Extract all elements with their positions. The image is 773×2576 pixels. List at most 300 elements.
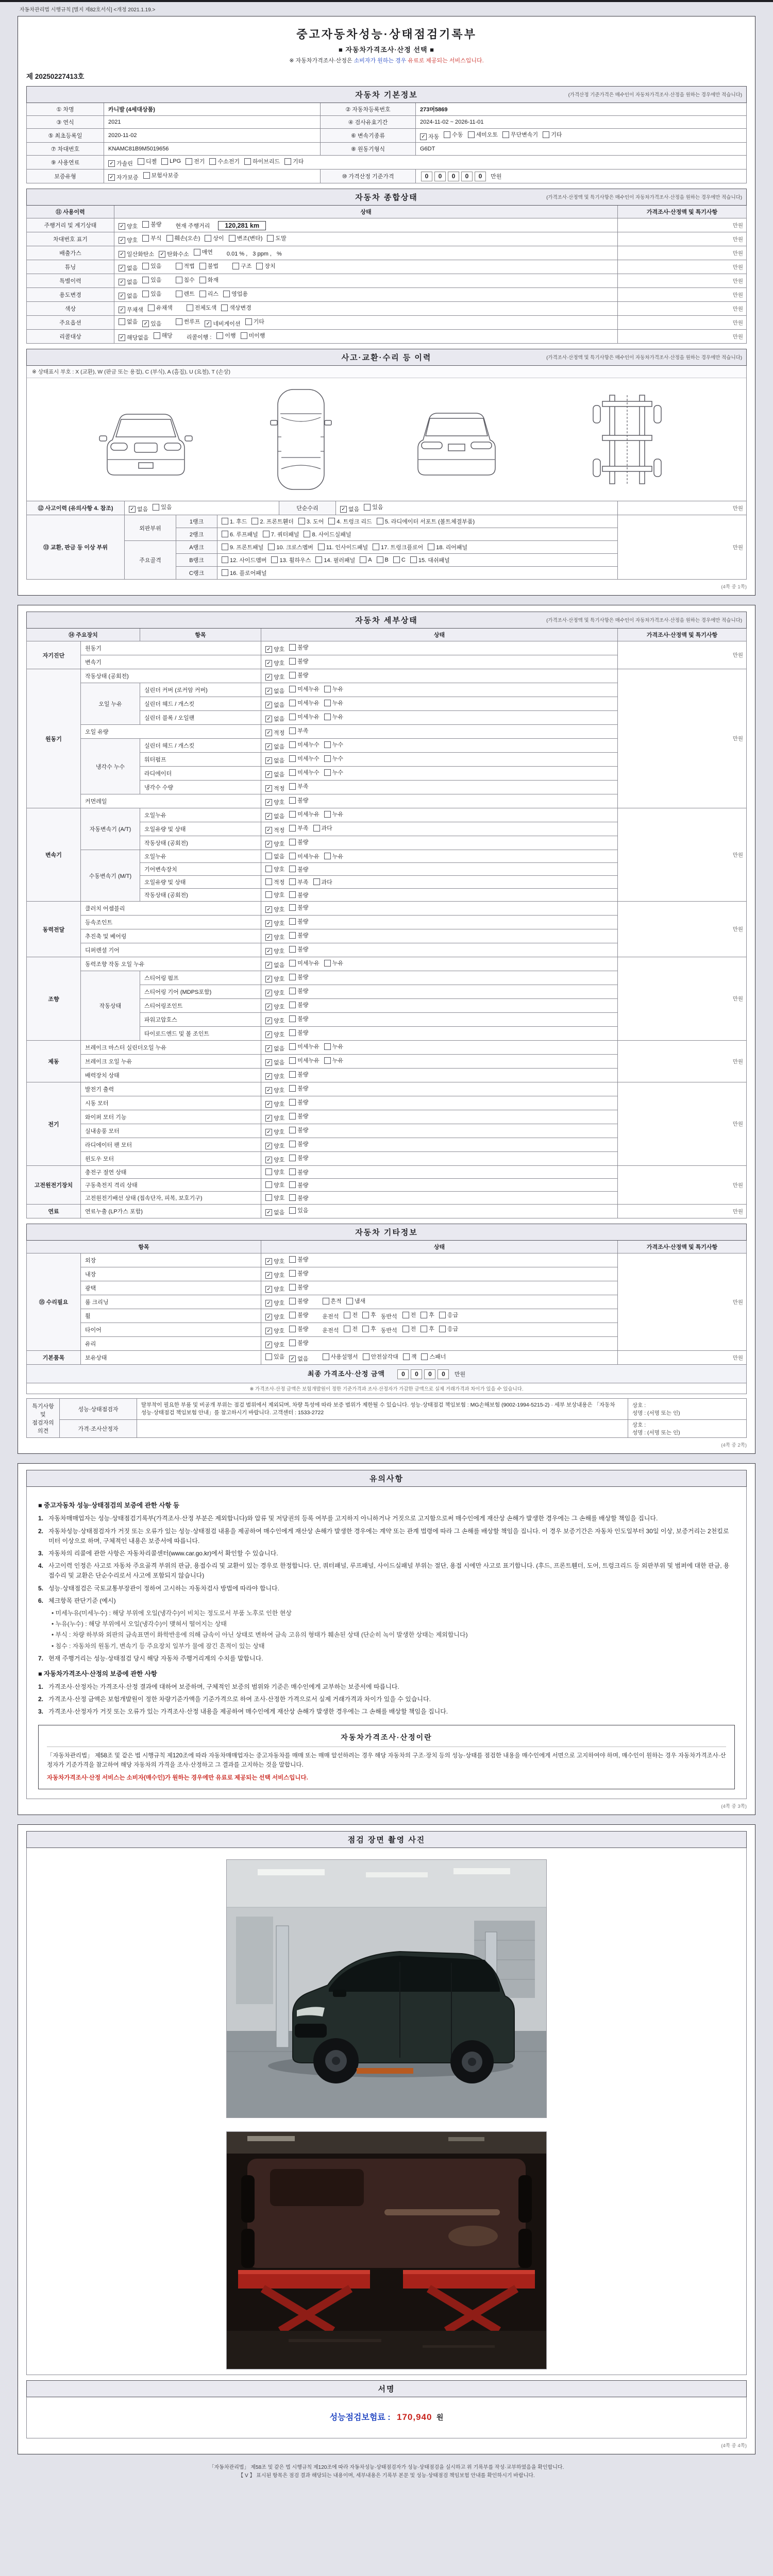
checkbox-checked[interactable] — [119, 236, 138, 244]
checkbox-checked[interactable] — [265, 770, 284, 778]
checkbox-unchecked[interactable] — [313, 878, 332, 886]
checkbox-unchecked[interactable] — [256, 262, 275, 270]
checkbox-checked[interactable] — [265, 1114, 284, 1122]
checkbox-unchecked[interactable] — [194, 248, 213, 256]
engine-type-label: ⑧ 원동기형식 — [321, 143, 416, 156]
note-highlight-blue: 소비자가 원하는 경우 — [354, 58, 407, 64]
checkbox-checked[interactable] — [265, 1271, 284, 1279]
checkbox-checked[interactable] — [265, 1299, 284, 1307]
opinion-appraiser-text — [137, 1420, 628, 1438]
checkbox-unchecked[interactable] — [245, 317, 264, 326]
checkbox-checked[interactable] — [265, 673, 284, 681]
checkbox-unchecked[interactable] — [153, 503, 172, 511]
checkbox-unchecked[interactable] — [289, 1126, 308, 1134]
checkbox-unchecked[interactable] — [289, 1269, 308, 1277]
checkbox-checked[interactable] — [119, 250, 154, 258]
checkbox-unchecked[interactable] — [154, 331, 173, 340]
checkbox-unchecked[interactable] — [289, 1140, 308, 1148]
checkbox-checked[interactable] — [265, 756, 284, 765]
document-number — [26, 71, 747, 81]
checkbox-unchecked[interactable] — [199, 276, 219, 284]
checkbox-unchecked[interactable] — [289, 1181, 308, 1189]
checkbox-label: 양호 — [274, 1300, 285, 1307]
detail-item-state — [261, 943, 618, 957]
checkbox-checked[interactable] — [265, 961, 284, 969]
checkbox-unchecked[interactable] — [222, 530, 258, 538]
checkbox-unchecked[interactable] — [289, 1028, 308, 1037]
detail-row — [27, 957, 747, 971]
checkbox-unchecked[interactable] — [289, 657, 308, 665]
checkbox-unchecked[interactable] — [289, 1338, 308, 1347]
checkbox-unchecked[interactable] — [176, 262, 195, 270]
checkbox-unchecked[interactable] — [439, 1325, 458, 1333]
checkbox-checked[interactable] — [265, 812, 284, 820]
checkbox-box: ✓ — [129, 506, 136, 513]
checkbox-unchecked[interactable] — [289, 1206, 308, 1214]
checkbox-checked[interactable] — [265, 1341, 284, 1349]
checkbox-unchecked[interactable] — [403, 1352, 417, 1361]
checkbox-unchecked[interactable] — [289, 959, 320, 967]
checkbox-checked[interactable] — [119, 306, 143, 314]
checkbox-label: 양호 — [274, 1129, 285, 1136]
checkbox-box: ✓ — [265, 702, 272, 708]
checkbox-label: 없음 — [127, 279, 138, 285]
checkbox-unchecked[interactable] — [244, 157, 280, 165]
checkbox-unchecked[interactable] — [142, 262, 161, 270]
checkbox-unchecked[interactable] — [402, 1311, 416, 1319]
checkbox-checked[interactable] — [289, 1354, 308, 1363]
checkbox-unchecked[interactable] — [289, 1112, 308, 1120]
checkbox-checked[interactable] — [108, 159, 133, 167]
comp-row — [27, 316, 747, 330]
checkbox-unchecked[interactable] — [161, 158, 181, 165]
checkbox-box: ✓ — [265, 934, 272, 941]
checkbox-unchecked[interactable] — [364, 503, 383, 511]
checkbox-unchecked[interactable] — [346, 1297, 365, 1305]
checkbox-unchecked[interactable] — [216, 331, 236, 340]
checkbox-checked[interactable] — [159, 250, 189, 258]
inline-text: 3 ppm , — [253, 250, 272, 257]
checkbox-unchecked[interactable] — [176, 276, 195, 284]
checkbox-unchecked[interactable] — [324, 1056, 343, 1064]
checkbox-checked[interactable] — [265, 919, 284, 927]
notice-item — [38, 1694, 735, 1704]
checkbox-label: 불량 — [297, 933, 309, 939]
detail-item-state — [261, 1166, 618, 1179]
checkbox-unchecked[interactable] — [289, 1070, 308, 1078]
checkbox-checked[interactable] — [265, 1156, 284, 1164]
checkbox-checked[interactable] — [205, 319, 240, 328]
checkbox-unchecked[interactable] — [428, 543, 467, 551]
checkbox-unchecked[interactable] — [313, 824, 332, 832]
checkbox-unchecked[interactable] — [410, 556, 450, 564]
detail-item-state — [261, 1138, 618, 1152]
checkbox-unchecked[interactable] — [223, 290, 248, 298]
checkbox-box — [502, 131, 509, 138]
checkbox-checked[interactable] — [265, 784, 284, 792]
checkbox-box: ✓ — [265, 1031, 272, 1038]
checkbox-checked[interactable] — [420, 132, 439, 141]
checkbox-checked[interactable] — [142, 319, 161, 328]
checkbox-unchecked[interactable] — [289, 824, 308, 832]
checkbox-unchecked[interactable] — [289, 1154, 308, 1162]
checkbox-checked[interactable] — [119, 264, 138, 272]
checkbox-unchecked[interactable] — [176, 290, 195, 298]
checkbox-unchecked[interactable] — [362, 1311, 376, 1319]
checkbox-unchecked[interactable] — [344, 1325, 358, 1333]
checkbox-checked[interactable] — [265, 1257, 284, 1265]
detail-item-state — [261, 1041, 618, 1055]
checkbox-checked[interactable] — [265, 1044, 284, 1053]
checkbox-unchecked[interactable] — [265, 852, 284, 860]
checkbox-unchecked[interactable] — [289, 865, 308, 873]
checkbox-unchecked[interactable] — [289, 945, 308, 953]
checkbox-unchecked[interactable] — [344, 1311, 358, 1319]
checkbox-unchecked[interactable] — [373, 543, 423, 551]
checkbox-checked[interactable] — [265, 947, 284, 955]
checkbox-unchecked[interactable] — [323, 1297, 342, 1305]
checkbox-unchecked[interactable] — [289, 891, 308, 899]
checkbox-unchecked[interactable] — [142, 220, 161, 228]
checkbox-unchecked[interactable] — [421, 1352, 446, 1361]
checkbox-box: ✓ — [119, 293, 125, 299]
checkbox-checked[interactable] — [265, 1327, 284, 1335]
final-price-digits — [396, 1369, 450, 1378]
checkbox-unchecked[interactable] — [251, 517, 293, 526]
checkbox-unchecked[interactable] — [205, 234, 224, 242]
checkbox-unchecked[interactable] — [324, 768, 343, 776]
checkbox-box — [360, 556, 366, 563]
fuel-label: ⑨ 사용연료 — [27, 156, 104, 170]
etc-item-label: 룸 크리닝 — [81, 1295, 261, 1309]
checkbox-unchecked[interactable] — [176, 317, 200, 326]
checkbox-label: 있음 — [274, 1354, 285, 1360]
checkbox-box — [289, 866, 296, 872]
checkbox-label: 없음 — [274, 758, 285, 764]
checkbox-unchecked[interactable] — [289, 852, 320, 860]
checkbox-label: 후 — [429, 1312, 434, 1318]
checkbox-unchecked[interactable] — [265, 891, 284, 899]
checkbox-box — [289, 932, 296, 939]
checkbox-label: 없음 — [137, 506, 148, 513]
notice-item — [38, 1549, 735, 1558]
checkbox-checked[interactable] — [119, 278, 138, 286]
checkbox-unchecked[interactable] — [284, 157, 304, 165]
checkbox-label: 불량 — [297, 839, 309, 845]
checkbox-unchecked[interactable] — [289, 1001, 308, 1009]
inline-text: 동반석 — [380, 1327, 397, 1334]
checkbox-unchecked[interactable] — [241, 331, 265, 340]
checkbox-box — [161, 158, 168, 165]
checkbox-unchecked[interactable] — [377, 517, 475, 526]
checkbox-box: ✓ — [265, 976, 272, 982]
checkbox-label: 누유 — [332, 853, 344, 860]
checkbox-unchecked[interactable] — [186, 157, 205, 165]
checkbox-checked[interactable] — [265, 905, 284, 913]
checkbox-unchecked[interactable] — [502, 130, 538, 139]
checkbox-unchecked[interactable] — [323, 1352, 358, 1361]
checkbox-checked[interactable] — [265, 1016, 284, 1025]
checkbox-unchecked[interactable] — [221, 303, 251, 312]
checkbox-unchecked[interactable] — [289, 1194, 308, 1202]
checkbox-unchecked[interactable] — [324, 754, 343, 762]
checkbox-checked[interactable] — [265, 1100, 284, 1108]
checkbox-unchecked[interactable] — [289, 740, 320, 749]
checkbox-unchecked[interactable] — [324, 852, 343, 860]
page-mark: (4쪽 중 3쪽) — [721, 1804, 747, 1809]
detail-sub-label: 냉각수 누수 — [81, 739, 140, 794]
checkbox-unchecked[interactable] — [222, 569, 266, 577]
checkbox-unchecked[interactable] — [298, 517, 324, 526]
checkbox-checked[interactable] — [265, 840, 284, 848]
definition-box-text: 「자동차관리법」 제58조 및 같은 법 시행규칙 제120조에 따라 자동차매매업자는 중고자동차를 매매 또는 매매 알선하려는 경우 해당 자동차의 구조·장치 등의 성능·상태를 점검한 내용을 매수인에게 서면으로 고지하여야 하며, 매수인이 원하는 경우 자동차가격조사·산정자가 기준가격을 참고하여 해당 자동차의 가격을 조사·산정하고 그 결과를 고지하는 것을 말합니다. — [47, 1752, 726, 1769]
checkbox-checked[interactable] — [265, 1208, 284, 1216]
checkbox-label: 불량 — [297, 1155, 309, 1161]
checkbox-unchecked[interactable] — [289, 1084, 308, 1092]
checkbox-unchecked[interactable] — [289, 1014, 308, 1023]
checkbox-unchecked[interactable] — [402, 1325, 416, 1333]
checkbox-checked[interactable] — [265, 1313, 284, 1321]
checkbox-unchecked[interactable] — [377, 556, 389, 563]
checkbox-unchecked[interactable] — [271, 556, 311, 564]
checkbox-label: 미이행 — [248, 333, 265, 339]
checkbox-unchecked[interactable] — [263, 530, 299, 538]
checkbox-box — [324, 1043, 331, 1050]
checkbox-unchecked[interactable] — [265, 1352, 284, 1361]
detail-item-state — [261, 1110, 618, 1124]
checkbox-unchecked[interactable] — [289, 1042, 320, 1050]
checkbox-unchecked[interactable] — [289, 1255, 308, 1263]
checkbox-box — [363, 1353, 369, 1360]
detail-item-label: 추진축 및 베어링 — [81, 929, 261, 943]
checkbox-box: ✓ — [108, 174, 115, 181]
checkbox-unchecked[interactable] — [289, 643, 308, 651]
checkbox-checked[interactable] — [108, 173, 139, 181]
checkbox-label: 있음 — [150, 321, 162, 327]
checkbox-unchecked[interactable] — [439, 1311, 458, 1319]
checkbox-unchecked[interactable] — [328, 517, 372, 526]
checkbox-unchecked[interactable] — [421, 1311, 434, 1319]
checkbox-unchecked[interactable] — [119, 317, 138, 326]
checkbox-unchecked[interactable] — [187, 303, 217, 312]
checkbox-unchecked[interactable] — [421, 1325, 434, 1333]
checkbox-box: ✓ — [265, 660, 272, 667]
checkbox-unchecked[interactable] — [318, 543, 368, 551]
checkbox-label: 없음 — [274, 772, 285, 778]
checkbox-checked[interactable] — [265, 933, 284, 941]
checkbox-checked[interactable] — [265, 1285, 284, 1293]
checkbox-unchecked[interactable] — [543, 130, 562, 139]
insurance-premium-value: 170,940 — [396, 2412, 432, 2422]
checkbox-unchecked[interactable] — [138, 157, 157, 165]
checkbox-unchecked[interactable] — [289, 1325, 308, 1333]
checkbox-unchecked[interactable] — [324, 959, 343, 967]
checkbox-label: 후 — [371, 1312, 376, 1318]
checkbox-unchecked[interactable] — [199, 262, 219, 270]
checkbox-unchecked[interactable] — [289, 987, 308, 995]
detail-item-state — [261, 1027, 618, 1041]
checkbox-unchecked[interactable] — [324, 699, 343, 707]
checkbox-box: ✓ — [265, 990, 272, 996]
accident-history-label: ⑫ 사고이력 (유의사항 4. 참조) — [27, 501, 125, 515]
checkbox-box — [289, 1015, 296, 1022]
checkbox-unchecked[interactable] — [289, 878, 308, 886]
checkbox-box — [268, 544, 275, 550]
checkbox-unchecked[interactable] — [289, 810, 320, 818]
checkbox-unchecked[interactable] — [222, 543, 263, 551]
checkbox-unchecked[interactable] — [232, 262, 251, 270]
checkbox-label: 있음 — [150, 291, 162, 297]
checkbox-unchecked[interactable] — [265, 865, 284, 873]
checkbox-unchecked[interactable] — [267, 234, 286, 242]
checkbox-unchecked[interactable] — [222, 517, 247, 526]
checkbox-unchecked[interactable] — [304, 530, 351, 538]
checkbox-unchecked[interactable] — [315, 556, 355, 564]
price-digit: 0 — [424, 1369, 435, 1379]
document-subtitle: ■ 자동차가격조사·산정 선택 ■ — [338, 46, 434, 54]
checkbox-unchecked[interactable] — [289, 903, 308, 911]
checkbox-checked[interactable] — [265, 659, 284, 667]
exchange-section-label: ⑬ 교환, 판금 등 이상 부위 — [27, 515, 125, 580]
detail-item-state — [261, 836, 618, 850]
checkbox-unchecked[interactable] — [209, 157, 240, 165]
checkbox-checked[interactable] — [265, 742, 284, 751]
checkbox-box — [313, 878, 320, 885]
checkbox-checked[interactable] — [265, 1030, 284, 1039]
checkbox-label: 미세누유 — [297, 686, 320, 692]
checkbox-label: 양호 — [274, 948, 285, 955]
checkbox-unchecked[interactable] — [289, 671, 308, 679]
checkbox-unchecked[interactable] — [229, 234, 263, 242]
checkbox-unchecked[interactable] — [363, 1352, 398, 1361]
checkbox-unchecked[interactable] — [289, 754, 320, 762]
checkbox-unchecked[interactable] — [324, 740, 343, 749]
checkbox-label: 없음 — [127, 319, 138, 325]
checkbox-unchecked[interactable] — [289, 1056, 320, 1064]
checkbox-box — [444, 131, 450, 138]
checkbox-checked[interactable] — [265, 701, 284, 709]
checkbox-unchecked[interactable] — [289, 973, 308, 981]
checkbox-box: ✓ — [265, 1143, 272, 1149]
checkbox-unchecked[interactable] — [148, 303, 173, 312]
checkbox-checked[interactable] — [129, 505, 148, 513]
checkbox-unchecked[interactable] — [289, 1168, 308, 1176]
opinion-appraiser-sign — [628, 1420, 747, 1438]
checkbox-label: 불량 — [297, 974, 309, 980]
checkbox-box — [265, 891, 272, 898]
detail-item-label: 파워고압호스 — [140, 1013, 261, 1027]
checkbox-unchecked[interactable] — [289, 713, 320, 721]
checkbox-unchecked[interactable] — [265, 878, 284, 886]
panel-rank-items — [217, 541, 618, 554]
checkbox-unchecked[interactable] — [289, 838, 308, 846]
checkbox-label: 누유 — [332, 1058, 344, 1064]
checkbox-checked[interactable] — [265, 645, 284, 653]
checkbox-unchecked[interactable] — [289, 768, 320, 776]
checkbox-unchecked[interactable] — [289, 699, 320, 707]
checkbox-checked[interactable] — [265, 975, 284, 983]
checkbox-checked[interactable] — [265, 728, 284, 737]
checkbox-label: 12. 사이드멤버 — [230, 557, 267, 564]
checkbox-unchecked[interactable] — [289, 685, 320, 693]
checkbox-checked[interactable] — [265, 989, 284, 997]
checkbox-unchecked[interactable] — [265, 1194, 284, 1202]
detail-item-label: 배력장치 상태 — [81, 1069, 261, 1082]
checkbox-checked[interactable] — [265, 1142, 284, 1150]
checkbox-label: 불량 — [297, 1016, 309, 1022]
page-mark: (4쪽 중 1쪽) — [721, 584, 747, 590]
checkbox-unchecked[interactable] — [289, 796, 308, 804]
checkbox-unchecked[interactable] — [142, 276, 161, 284]
checkbox-checked[interactable] — [265, 826, 284, 834]
checkbox-unchecked[interactable] — [166, 234, 200, 242]
checkbox-unchecked[interactable] — [324, 1042, 343, 1050]
detail-row — [27, 641, 747, 655]
checkbox-label: 양호 — [274, 1115, 285, 1122]
checkbox-checked[interactable] — [265, 1128, 284, 1136]
checkbox-box — [241, 332, 247, 339]
checkbox-unchecked[interactable] — [289, 1297, 308, 1305]
checkbox-checked[interactable] — [340, 505, 359, 513]
checkbox-box — [142, 235, 149, 242]
checkbox-label: 있음 — [150, 277, 162, 283]
checkbox-checked[interactable] — [265, 1058, 284, 1066]
checkbox-unchecked[interactable] — [142, 290, 161, 298]
checkbox-checked[interactable] — [265, 715, 284, 723]
checkbox-unchecked[interactable] — [393, 556, 406, 563]
checkbox-checked[interactable] — [119, 333, 149, 342]
checkbox-checked[interactable] — [119, 222, 138, 230]
checkbox-checked[interactable] — [265, 1086, 284, 1094]
detail-item-label: 라디에이터 — [140, 767, 261, 781]
checkbox-checked[interactable] — [265, 687, 284, 695]
checkbox-unchecked[interactable] — [143, 171, 179, 179]
checkbox-unchecked[interactable] — [362, 1325, 376, 1333]
checkbox-checked[interactable] — [119, 292, 138, 300]
etc-item-label: 광택 — [81, 1281, 261, 1295]
checkbox-unchecked[interactable] — [289, 1098, 308, 1106]
checkbox-box: ✓ — [265, 1272, 272, 1279]
comp-row-state — [114, 316, 618, 330]
checkbox-unchecked[interactable] — [289, 726, 308, 735]
car-name-label: ① 차명 — [27, 103, 104, 116]
checkbox-unchecked[interactable] — [142, 234, 161, 242]
checkbox-unchecked[interactable] — [289, 782, 308, 790]
checkbox-checked[interactable] — [265, 1003, 284, 1011]
checkbox-unchecked[interactable] — [199, 290, 219, 298]
checkbox-label: 미세누수 — [297, 770, 320, 776]
inline-text: 리콜이행 : — [186, 334, 212, 341]
checkbox-unchecked[interactable] — [265, 1168, 284, 1176]
checkbox-unchecked[interactable] — [268, 543, 313, 551]
checkbox-unchecked[interactable] — [468, 130, 498, 139]
checkbox-unchecked[interactable] — [324, 685, 343, 693]
checkbox-checked[interactable] — [265, 798, 284, 806]
checkbox-unchecked[interactable] — [324, 810, 343, 818]
inline-text: 현재 주행거리 — [175, 223, 210, 229]
checkbox-box — [410, 556, 417, 563]
checkbox-unchecked[interactable] — [289, 1283, 308, 1291]
checkbox-unchecked[interactable] — [222, 556, 266, 564]
checkbox-unchecked[interactable] — [289, 1311, 308, 1319]
checkbox-unchecked[interactable] — [444, 130, 463, 139]
checkbox-checked[interactable] — [265, 1072, 284, 1080]
checkbox-unchecked[interactable] — [360, 556, 372, 563]
checkbox-unchecked[interactable] — [289, 917, 308, 925]
checkbox-unchecked[interactable] — [289, 931, 308, 939]
checkbox-unchecked[interactable] — [324, 713, 343, 721]
checkbox-unchecked[interactable] — [265, 1181, 284, 1189]
